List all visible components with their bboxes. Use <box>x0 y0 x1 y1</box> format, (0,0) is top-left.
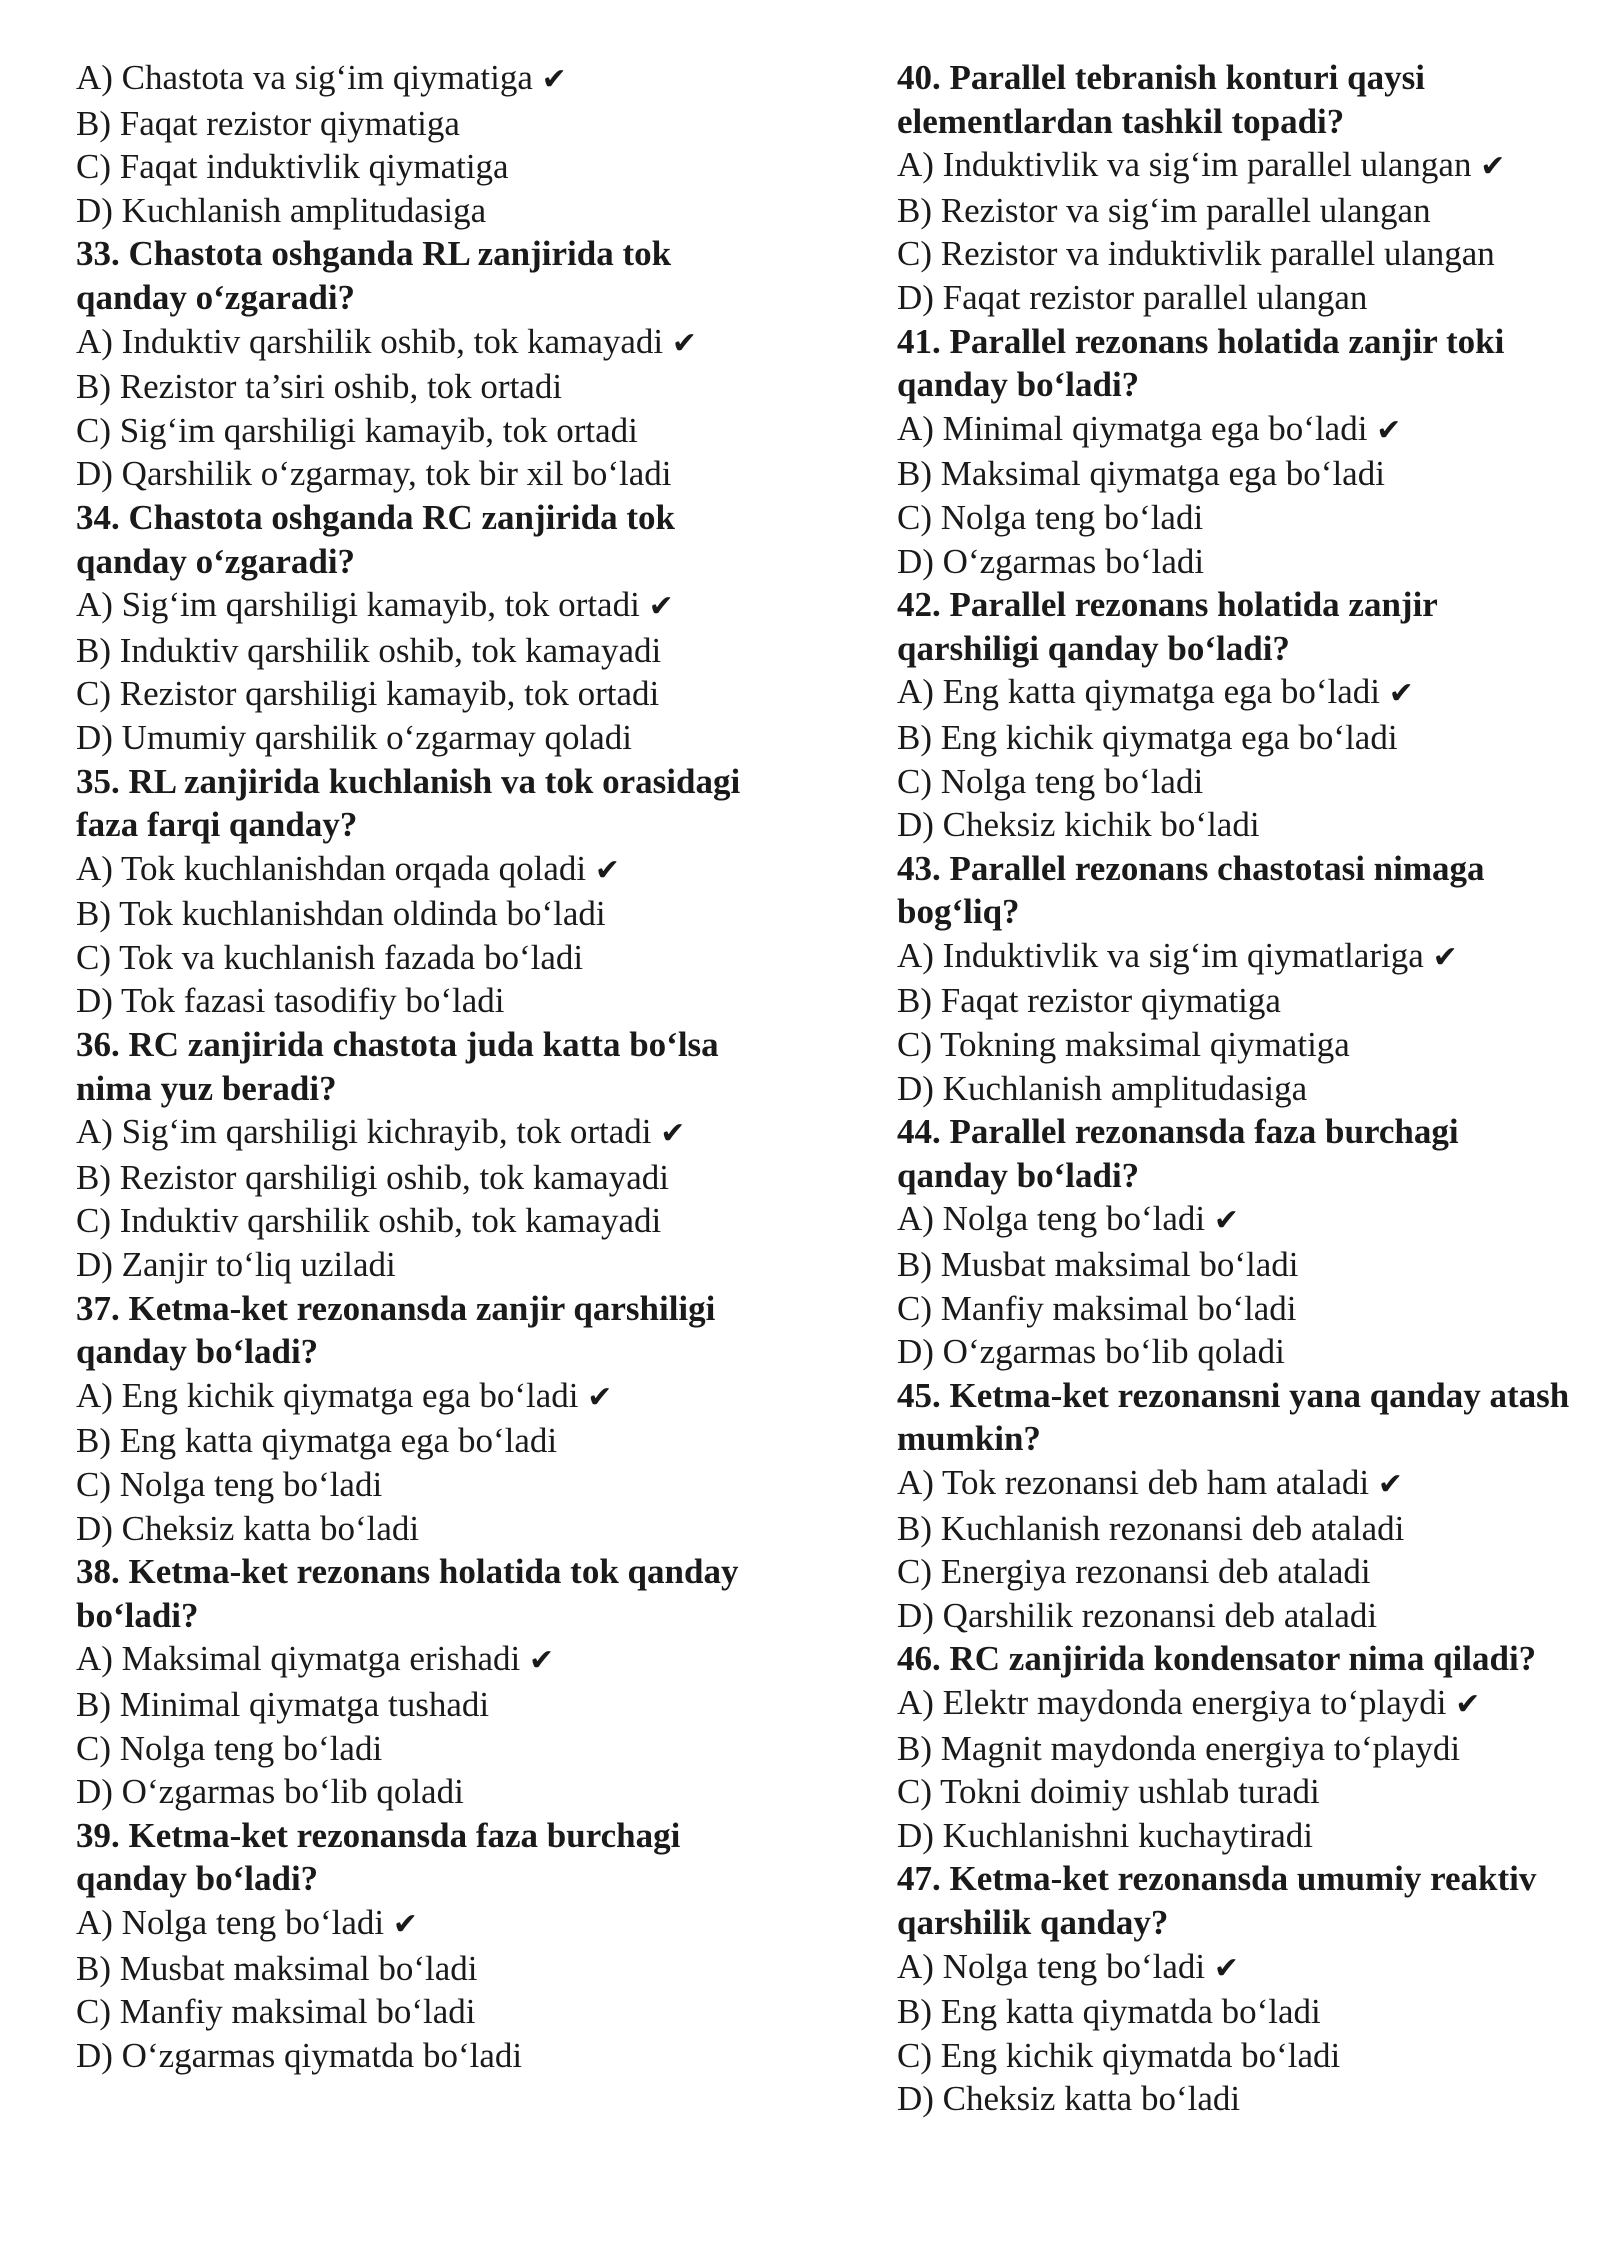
answer-label: C) Nolga teng bo‘ladi <box>76 1728 383 1768</box>
answer-label: B) Eng katta qiymatga ega bo‘ladi <box>76 1421 558 1461</box>
question-label: 42. Parallel rezonans holatida zanjir qarshiligi qanday bo‘ladi? <box>897 585 1438 668</box>
answer-option <box>76 1110 776 1156</box>
question-label: 41. Parallel rezonans holatida zanjir toki qanday bo‘ladi? <box>897 321 1505 405</box>
answer-option <box>897 716 1577 760</box>
answer-option <box>897 979 1577 1023</box>
answer-option <box>76 847 776 893</box>
answer-label: C) Tokni doimiy ushlab turadi <box>897 1772 1320 1812</box>
question-text <box>76 232 776 319</box>
question-label: 44. Parallel rezonansda faza burchagi qanday bo‘ladi? <box>897 1112 1459 1195</box>
answer-option <box>76 1990 776 2034</box>
answer-option <box>76 1947 776 1991</box>
answer-label: C) Rezistor qarshiligi kamayib, tok ortadi <box>76 674 660 714</box>
answer-label: C) Sig‘im qarshiligi kamayib, tok ortadi <box>76 410 638 450</box>
question-text <box>897 1637 1577 1681</box>
answer-label: D) Cheksiz katta bo‘ladi <box>897 2079 1241 2119</box>
answer-label: A) Induktivlik va sig‘im parallel ulangan <box>897 145 1472 185</box>
answer-option <box>76 1683 776 1727</box>
question-text <box>76 496 776 583</box>
answer-option <box>897 760 1577 804</box>
answer-option <box>897 2077 1577 2121</box>
answer-label: D) Faqat rezistor parallel ulangan <box>897 277 1368 317</box>
check-mark-icon: ✔ <box>587 1379 613 1415</box>
answer-label: D) Zanjir to‘liq uziladi <box>76 1245 396 1285</box>
question-label: 34. Chastota oshganda RC zanjirida tok qanday o‘zgaradi? <box>76 497 675 581</box>
answer-label: C) Nolga teng bo‘ladi <box>897 497 1204 537</box>
check-mark-icon: ✔ <box>660 1116 686 1152</box>
check-mark-icon: ✔ <box>1377 1467 1404 1502</box>
answer-option <box>76 1727 776 1771</box>
answer-option <box>897 496 1577 540</box>
question-label: 39. Ketma-ket rezonansda faza burchagi qanday bo‘ladi? <box>76 1815 681 1899</box>
answer-label: C) Nolga teng bo‘ladi <box>76 1465 383 1504</box>
answer-label: D) O‘zgarmas qiymatda bo‘ladi <box>76 2035 523 2075</box>
answer-option <box>76 672 776 716</box>
question-label: 47. Ketma-ket rezonansda umumiy reaktiv qarshilik qanday? <box>897 1859 1537 1942</box>
answer-label: B) Musbat maksimal bo‘ladi <box>897 1245 1299 1285</box>
answer-label: A) Nolga teng bo‘ladi <box>897 1199 1206 1239</box>
answer-option <box>897 232 1577 276</box>
answer-option <box>76 1243 776 1287</box>
answer-label: C) Induktiv qarshilik oshib, tok kamayadi <box>76 1201 662 1241</box>
answer-option <box>76 1637 776 1683</box>
answer-option <box>76 189 776 233</box>
answer-label: C) Tokning maksimal qiymatiga <box>897 1025 1350 1065</box>
answer-label: A) Maksimal qiymatga erishadi <box>76 1639 521 1679</box>
answer-option <box>897 1067 1577 1111</box>
answer-option <box>76 409 776 453</box>
answer-option <box>897 1507 1577 1551</box>
answer-option <box>897 143 1577 189</box>
question-label: 37. Ketma-ket rezonansda zanjir qarshiligi qanday bo‘ladi? <box>76 1288 716 1372</box>
question-text <box>897 56 1577 143</box>
question-label: 33. Chastota oshganda RL zanjirida tok qanday o‘zgaradi? <box>76 234 672 317</box>
answer-label: D) Kuchlanishni kuchaytiradi <box>897 1815 1314 1855</box>
answer-label: D) Tok fazasi tasodifiy bo‘ladi <box>76 981 505 1021</box>
check-mark-icon: ✔ <box>392 1906 419 1942</box>
answer-option <box>897 452 1577 496</box>
answer-option <box>76 320 776 366</box>
check-mark-icon: ✔ <box>1455 1686 1481 1722</box>
answer-option <box>897 1945 1577 1991</box>
answer-option <box>76 2034 776 2078</box>
answer-label: A) Eng kichik qiymatga ega bo‘ladi <box>76 1375 579 1415</box>
answer-label: A) Elektr maydonda energiya to‘playdi <box>897 1682 1447 1722</box>
answer-label: B) Faqat rezistor qiymatiga <box>897 981 1281 1021</box>
answer-label: B) Eng katta qiymatda bo‘ladi <box>897 1992 1321 2032</box>
answer-label: B) Magnit maydonda energiya to‘playdi <box>897 1728 1461 1768</box>
answer-label: D) Qarshilik rezonansi deb ataladi <box>897 1595 1378 1635</box>
question-text <box>897 583 1577 670</box>
answer-option <box>76 1156 776 1200</box>
question-text <box>76 1287 776 1374</box>
answer-label: C) Manfiy maksimal bo‘ladi <box>76 1992 476 2032</box>
answer-option <box>897 1550 1577 1594</box>
question-label: 38. Ketma-ket rezonans holatida tok qanday bo‘ladi? <box>76 1552 739 1635</box>
question-text <box>76 1023 776 1110</box>
answer-option <box>897 1990 1577 2034</box>
answer-label: C) Tok va kuchlanish fazada bo‘ladi <box>76 937 584 977</box>
answer-label: B) Rezistor va sig‘im parallel ulangan <box>897 190 1431 230</box>
answer-label: C) Faqat induktivlik qiymatiga <box>76 147 509 187</box>
right-column <box>897 56 1577 2121</box>
answer-label: B) Faqat rezistor qiymatiga <box>76 103 460 143</box>
question-label: 40. Parallel tebranish konturi qaysi elementlardan tashkil topadi? <box>897 58 1425 141</box>
check-mark-icon: ✔ <box>671 325 698 361</box>
answer-label: D) Kuchlanish amplitudasiga <box>897 1068 1308 1108</box>
question-text <box>897 1374 1577 1461</box>
answer-label: C) Energiya rezonansi deb ataladi <box>897 1552 1371 1592</box>
check-mark-icon: ✔ <box>1213 1950 1240 1986</box>
answer-label: B) Rezistor ta’siri oshib, tok ortadi <box>76 367 563 407</box>
answer-label: B) Kuchlanish rezonansi deb ataladi <box>897 1508 1405 1548</box>
answer-label: A) Nolga teng bo‘ladi <box>76 1902 385 1942</box>
answer-option <box>897 540 1577 584</box>
question-label: 36. RC zanjirida chastota juda katta bo‘lsa nima yuz beradi? <box>76 1025 719 1108</box>
answer-option <box>76 1507 776 1551</box>
check-mark-icon: ✔ <box>594 852 621 888</box>
answer-label: B) Tok kuchlanishdan oldinda bo‘ladi <box>76 894 606 934</box>
answer-label: C) Manfiy maksimal bo‘ladi <box>897 1288 1297 1328</box>
answer-option <box>897 1287 1577 1331</box>
answer-option <box>897 407 1577 453</box>
answer-label: D) Umumiy qarshilik o‘zgarmay qoladi <box>76 717 632 757</box>
answer-option <box>897 2034 1577 2078</box>
check-mark-icon: ✔ <box>541 62 567 97</box>
answer-option <box>76 1770 776 1814</box>
check-mark-icon: ✔ <box>1388 676 1414 712</box>
question-text <box>897 1110 1577 1197</box>
check-mark-icon: ✔ <box>528 1643 555 1679</box>
question-text <box>897 847 1577 934</box>
answer-option <box>76 452 776 496</box>
answer-option <box>897 1681 1577 1727</box>
answer-label: B) Induktiv qarshilik oshib, tok kamayadi <box>76 630 662 670</box>
answer-option <box>897 1197 1577 1243</box>
check-mark-icon: ✔ <box>1432 939 1458 975</box>
answer-option <box>76 716 776 760</box>
check-mark-icon: ✔ <box>648 589 674 625</box>
answer-option <box>897 1023 1577 1067</box>
answer-label: A) Sig‘im qarshiligi kichrayib, tok ortadi <box>76 1112 652 1152</box>
answer-label: C) Rezistor va induktivlik parallel ulangan <box>897 234 1495 274</box>
question-text <box>76 760 776 847</box>
check-mark-icon: ✔ <box>1480 149 1506 185</box>
answer-label: B) Eng kichik qiymatga ega bo‘ladi <box>897 717 1398 757</box>
answer-label: B) Maksimal qiymatga ega bo‘ladi <box>897 454 1385 494</box>
answer-label: B) Musbat maksimal bo‘ladi <box>76 1948 478 1988</box>
answer-label: B) Minimal qiymatga tushadi <box>76 1684 490 1724</box>
answer-label: A) Sig‘im qarshiligi kamayib, tok ortadi <box>76 585 640 625</box>
answer-label: B) Rezistor qarshiligi oshib, tok kamayadi <box>76 1157 669 1197</box>
answer-option <box>76 1901 776 1947</box>
question-text <box>76 1814 776 1901</box>
answer-option <box>897 803 1577 847</box>
answer-option <box>897 1770 1577 1814</box>
answer-label: D) O‘zgarmas bo‘lib qoladi <box>897 1332 1285 1372</box>
answer-option <box>76 936 776 980</box>
question-text <box>897 320 1577 407</box>
answer-label: A) Induktiv qarshilik oshib, tok kamayadi <box>76 321 664 361</box>
answer-label: A) Chastota va sig‘im qiymatiga <box>76 58 533 97</box>
answer-option <box>897 1330 1577 1374</box>
answer-option <box>76 583 776 629</box>
answer-option <box>76 145 776 189</box>
check-mark-icon: ✔ <box>1213 1203 1240 1239</box>
question-text <box>76 1550 776 1637</box>
answer-option <box>76 1199 776 1243</box>
answer-label: A) Eng katta qiymatga ega bo‘ladi <box>897 672 1381 712</box>
question-label: 35. RL zanjirida kuchlanish va tok orasidagi faza farqi qanday? <box>76 761 741 845</box>
answer-label: A) Minimal qiymatga ega bo‘ladi <box>897 408 1368 448</box>
answer-option <box>897 1594 1577 1638</box>
answer-label: D) O‘zgarmas bo‘lib qoladi <box>76 1772 464 1812</box>
answer-label: D) Kuchlanish amplitudasiga <box>76 190 487 230</box>
answer-option <box>76 629 776 673</box>
answer-option <box>76 365 776 409</box>
answer-option <box>76 1419 776 1463</box>
answer-label: A) Tok rezonansi deb ham ataladi <box>897 1463 1370 1502</box>
answer-label: C) Eng kichik qiymatda bo‘ladi <box>897 2035 1341 2075</box>
answer-option <box>76 1374 776 1420</box>
answer-label: A) Nolga teng bo‘ladi <box>897 1946 1206 1986</box>
answer-option <box>76 56 776 102</box>
left-column <box>76 56 776 2077</box>
answer-label: C) Nolga teng bo‘ladi <box>897 761 1204 801</box>
answer-option <box>897 276 1577 320</box>
question-label: 45. Ketma-ket rezonansni yana qanday atash mumkin? <box>897 1375 1570 1459</box>
answer-label: D) Cheksiz kichik bo‘ladi <box>897 805 1260 845</box>
question-label: 43. Parallel rezonans chastotasi nimaga bog‘liq? <box>897 848 1485 932</box>
answer-option <box>897 189 1577 233</box>
answer-option <box>76 102 776 146</box>
answer-label: A) Tok kuchlanishdan orqada qoladi <box>76 848 587 888</box>
answer-option <box>897 1727 1577 1771</box>
answer-option <box>76 892 776 936</box>
answer-option <box>897 670 1577 716</box>
answer-option <box>76 979 776 1023</box>
answer-option <box>897 934 1577 980</box>
answer-option <box>897 1461 1577 1507</box>
question-text <box>897 1857 1577 1944</box>
answer-label: A) Induktivlik va sig‘im qiymatlariga <box>897 935 1424 975</box>
question-label: 46. RC zanjirida kondensator nima qiladi? <box>897 1639 1537 1679</box>
answer-label: D) Qarshilik o‘zgarmay, tok bir xil bo‘ladi <box>76 454 672 494</box>
answer-option <box>897 1814 1577 1858</box>
check-mark-icon: ✔ <box>1376 412 1402 448</box>
answer-label: D) Cheksiz katta bo‘ladi <box>76 1508 420 1548</box>
answer-label: D) O‘zgarmas bo‘ladi <box>897 541 1205 581</box>
answer-option <box>76 1463 776 1507</box>
answer-option <box>897 1243 1577 1287</box>
